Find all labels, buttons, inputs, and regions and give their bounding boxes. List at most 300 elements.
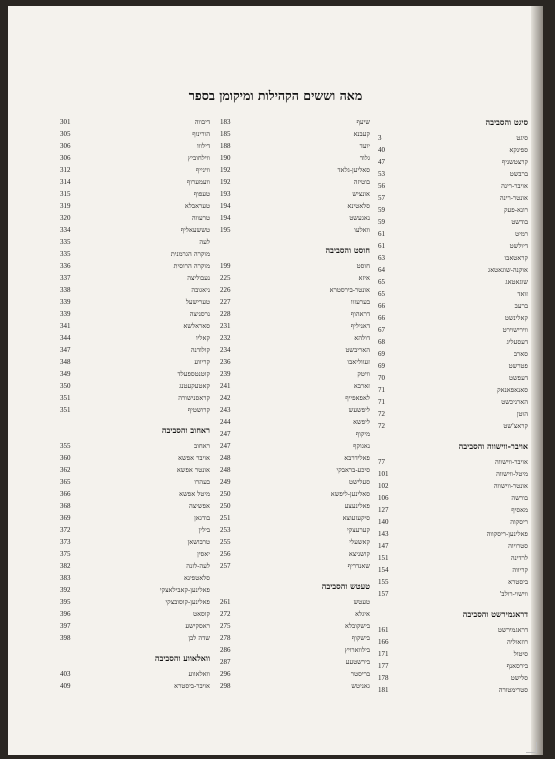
index-entry bbox=[60, 212, 210, 224]
page-number: 249 bbox=[220, 478, 231, 486]
community-name: סיקעזעוצא bbox=[342, 514, 370, 522]
section-title: טעטש והסביבה bbox=[321, 581, 370, 591]
community-name: ליפשא bbox=[353, 418, 370, 426]
page-number: 155 bbox=[378, 578, 389, 586]
page-number: 375 bbox=[60, 550, 71, 558]
community-name: בירשטעע bbox=[345, 658, 370, 666]
page-number: 72 bbox=[378, 422, 385, 430]
community-name: שוגאטאג bbox=[505, 278, 528, 286]
page-number: 362 bbox=[60, 466, 71, 474]
index-entry bbox=[378, 276, 528, 288]
index-entry bbox=[220, 476, 370, 488]
index-entry bbox=[220, 308, 370, 320]
index-entry bbox=[220, 224, 370, 236]
index-entry bbox=[60, 176, 210, 188]
index-entry bbox=[378, 552, 528, 564]
community-name: ריסקוה bbox=[510, 518, 528, 526]
community-name: פאלינעצע bbox=[344, 502, 370, 510]
community-name: אפשיצה bbox=[188, 502, 210, 510]
page-number: 193 bbox=[220, 190, 231, 198]
community-name: סטרויוה bbox=[508, 542, 528, 550]
index-entry bbox=[220, 284, 370, 296]
index-entry bbox=[60, 332, 210, 344]
community-name: וויטק bbox=[357, 370, 370, 378]
index-entry bbox=[220, 416, 370, 428]
page-number: 194 bbox=[220, 202, 231, 210]
index-entry bbox=[60, 536, 210, 548]
community-name: סיכע-בראבקי bbox=[336, 466, 370, 474]
index-entry bbox=[378, 192, 528, 204]
page-number: 382 bbox=[60, 562, 71, 570]
page-number: 334 bbox=[60, 226, 71, 234]
community-name: קעבנא bbox=[353, 130, 370, 138]
community-name: מיטל אפשא bbox=[179, 490, 210, 498]
community-name: וואלאווע bbox=[188, 670, 210, 678]
community-name: פאלינען-ריסקווה bbox=[486, 530, 528, 538]
community-name: חוסט bbox=[356, 262, 370, 270]
index-entry bbox=[60, 356, 210, 368]
index-entry bbox=[378, 648, 528, 660]
page-number: 312 bbox=[60, 166, 71, 174]
index-entry bbox=[60, 596, 210, 608]
page-number: 250 bbox=[220, 490, 231, 498]
page-number: 306 bbox=[60, 142, 71, 150]
community-name: פאלידרבא bbox=[344, 454, 370, 462]
index-entry bbox=[378, 372, 528, 384]
index-entry bbox=[220, 512, 370, 524]
index-entry bbox=[60, 128, 210, 140]
page-number: 185 bbox=[220, 130, 231, 138]
community-name: קאשעלי bbox=[349, 538, 370, 546]
index-entry bbox=[60, 668, 210, 680]
index-section bbox=[60, 424, 210, 644]
community-name: אונציש bbox=[352, 190, 370, 198]
index-entry bbox=[378, 324, 528, 336]
index-entry bbox=[378, 312, 528, 324]
page-number: 151 bbox=[378, 554, 389, 562]
page-number: 320 bbox=[60, 214, 71, 222]
index-entry bbox=[60, 284, 210, 296]
index-entry bbox=[60, 524, 210, 536]
book-page bbox=[8, 6, 543, 755]
community-name: מאסיף bbox=[511, 506, 528, 514]
index-entry bbox=[220, 260, 370, 272]
community-name: טעראבלא bbox=[184, 202, 210, 210]
page-number: 275 bbox=[220, 622, 231, 630]
community-name: פאלינען-קאבילאצקי bbox=[159, 586, 210, 594]
page-number: 337 bbox=[60, 274, 71, 282]
index-entry bbox=[60, 260, 210, 272]
community-name: קראצ'שט bbox=[503, 422, 528, 430]
index-entry bbox=[378, 564, 528, 576]
community-name: ניאגובה bbox=[191, 286, 210, 294]
page-number: 59 bbox=[378, 206, 385, 214]
index-entry bbox=[60, 620, 210, 632]
index-entry bbox=[220, 500, 370, 512]
index-entry bbox=[60, 368, 210, 380]
index-entry bbox=[378, 588, 528, 600]
community-name: סלאטינא bbox=[347, 202, 370, 210]
index-entry bbox=[378, 288, 528, 300]
page-number: 244 bbox=[220, 418, 231, 426]
community-name: סאליען-גלאד bbox=[337, 166, 370, 174]
index-entry bbox=[60, 548, 210, 560]
index-section bbox=[220, 116, 370, 236]
section-title: אויבר-ווישווה והסביבה bbox=[458, 441, 528, 451]
page-number: 250 bbox=[220, 502, 231, 510]
index-entry bbox=[60, 404, 210, 416]
page-number: 225 bbox=[220, 274, 231, 282]
community-name: בורשה bbox=[511, 494, 528, 502]
community-name: יאסין bbox=[197, 550, 210, 558]
community-name: גאניטש bbox=[351, 682, 370, 690]
page-number: 350 bbox=[60, 382, 71, 390]
index-entry bbox=[220, 320, 370, 332]
community-name: מוקרה הגרמנית bbox=[170, 250, 210, 258]
page-number: 347 bbox=[60, 346, 71, 354]
index-entry bbox=[378, 456, 528, 468]
index-entry bbox=[220, 164, 370, 176]
community-name: איגלא bbox=[355, 610, 370, 618]
community-name: סעלישט bbox=[349, 478, 370, 486]
page-number: 56 bbox=[378, 182, 385, 190]
community-name: נעבוליצה bbox=[187, 274, 210, 282]
page-number: 298 bbox=[220, 682, 231, 690]
page-number: 383 bbox=[60, 574, 71, 582]
index-entry bbox=[220, 536, 370, 548]
community-name: מוקרה הרוסית bbox=[173, 262, 210, 270]
index-entry bbox=[60, 560, 210, 572]
page-number: 67 bbox=[378, 326, 385, 334]
page-number: 369 bbox=[60, 514, 71, 522]
index-entry bbox=[60, 392, 210, 404]
page-number: 395 bbox=[60, 598, 71, 606]
community-name: סארב bbox=[513, 350, 528, 358]
community-name: בעהרו bbox=[194, 478, 210, 486]
section-title: דראגמירשט והסביבה bbox=[462, 609, 528, 619]
page-number: 301 bbox=[60, 118, 71, 126]
index-entry bbox=[378, 264, 528, 276]
community-name: טעפוף bbox=[193, 190, 210, 198]
community-name: רמיט bbox=[515, 230, 528, 238]
community-name: אוקנה-שוגאטאג bbox=[488, 266, 528, 274]
index-entry bbox=[220, 116, 370, 128]
community-name: בישקוף bbox=[351, 634, 370, 642]
community-name: אונטר-ווישווה bbox=[493, 482, 528, 490]
community-name: לעה bbox=[199, 238, 210, 246]
community-name: שאנדריף bbox=[347, 562, 370, 570]
index-section bbox=[378, 440, 528, 600]
community-name: הארניכשט bbox=[501, 398, 528, 406]
page-number: 339 bbox=[60, 298, 71, 306]
community-name: גלוד bbox=[359, 154, 370, 162]
page-number: 143 bbox=[378, 530, 389, 538]
page-number: 101 bbox=[378, 470, 389, 478]
index-entry bbox=[220, 344, 370, 356]
page-number: 403 bbox=[60, 670, 71, 678]
page-number: 366 bbox=[60, 490, 71, 498]
community-name: אויבר-ביסטרא bbox=[174, 682, 210, 690]
page-gutter-shadow bbox=[531, 6, 543, 755]
index-entry bbox=[378, 660, 528, 672]
page-number: 314 bbox=[60, 178, 71, 186]
index-entry bbox=[60, 452, 210, 464]
community-name: ברבשט bbox=[509, 170, 528, 178]
community-name: הוטן bbox=[516, 410, 528, 418]
page-number: 177 bbox=[378, 662, 389, 670]
page-number: 66 bbox=[378, 302, 385, 310]
index-entry bbox=[378, 672, 528, 684]
page-number: 61 bbox=[378, 230, 385, 238]
index-entry bbox=[220, 176, 370, 188]
index-entry bbox=[378, 576, 528, 588]
community-name: ווילחוביץ bbox=[187, 154, 210, 162]
index-entry bbox=[60, 296, 210, 308]
page-number: 286 bbox=[220, 646, 231, 654]
section-title: סיגט והסביבה bbox=[485, 117, 528, 127]
page-number: 71 bbox=[378, 386, 385, 394]
index-entry bbox=[378, 492, 528, 504]
page-number: 338 bbox=[60, 286, 71, 294]
community-name: קאלינשט bbox=[504, 314, 528, 322]
community-name: דראהוף bbox=[350, 310, 370, 318]
community-name: קריווע bbox=[194, 358, 210, 366]
community-name: טרבושאן bbox=[187, 538, 210, 546]
index-entry bbox=[378, 168, 528, 180]
page-number: 66 bbox=[378, 314, 385, 322]
index-entry bbox=[378, 360, 528, 372]
page-number: 183 bbox=[220, 118, 231, 126]
index-entry bbox=[60, 440, 210, 452]
community-name: קולודנה bbox=[190, 346, 210, 354]
index-entry bbox=[60, 680, 210, 692]
community-name: לרדינה bbox=[510, 554, 528, 562]
index-entry bbox=[60, 500, 210, 512]
index-entry bbox=[378, 228, 528, 240]
community-name: טערישעל bbox=[185, 298, 210, 306]
page-number: 392 bbox=[60, 586, 71, 594]
index-entry bbox=[60, 164, 210, 176]
index-entry bbox=[220, 608, 370, 620]
community-name: שיעף bbox=[356, 118, 370, 126]
community-name: זואד bbox=[517, 290, 528, 298]
community-name: אונטר אפשא bbox=[176, 466, 210, 474]
community-name: קוסאט bbox=[193, 610, 210, 618]
community-name: טרעווה bbox=[191, 214, 210, 222]
index-entry bbox=[220, 152, 370, 164]
community-name: בערעזוו bbox=[350, 298, 370, 306]
community-name: סאראלשא bbox=[183, 322, 210, 330]
index-section bbox=[60, 116, 210, 416]
page-number: 339 bbox=[60, 310, 71, 318]
index-entry bbox=[220, 356, 370, 368]
index-entry bbox=[60, 632, 210, 644]
page-number: 140 bbox=[378, 518, 389, 526]
community-name: אויבר אפשא bbox=[178, 454, 210, 462]
page-number: 409 bbox=[60, 682, 71, 690]
community-name: וועמערוף bbox=[186, 178, 210, 186]
community-name: ראסקישע bbox=[185, 622, 210, 630]
community-name: זארבא bbox=[353, 382, 370, 390]
index-entry bbox=[220, 212, 370, 224]
page-number: 195 bbox=[220, 226, 231, 234]
page-number: 397 bbox=[60, 622, 71, 630]
page-number: 69 bbox=[378, 350, 385, 358]
index-entry bbox=[378, 408, 528, 420]
community-name: קערעצקי bbox=[347, 526, 370, 534]
page-number: 248 bbox=[220, 466, 231, 474]
page-number: 335 bbox=[60, 250, 71, 258]
page-number: 231 bbox=[220, 322, 231, 330]
page-number: 315 bbox=[60, 190, 71, 198]
page-number: 248 bbox=[220, 454, 231, 462]
page-number: 181 bbox=[378, 686, 389, 694]
index-entry bbox=[60, 224, 210, 236]
page-number: 373 bbox=[60, 538, 71, 546]
index-entry bbox=[378, 300, 528, 312]
community-name: סיגט bbox=[516, 134, 528, 142]
page-number: 65 bbox=[378, 290, 385, 298]
section-title: ראחוב והסביבה bbox=[161, 425, 210, 435]
index-entry bbox=[220, 392, 370, 404]
community-name: מיקוף bbox=[355, 430, 370, 438]
index-entry bbox=[220, 680, 370, 692]
index-entry bbox=[220, 368, 370, 380]
page-number: 77 bbox=[378, 458, 385, 466]
community-name: בוטיזה bbox=[353, 178, 370, 186]
index-entry bbox=[378, 144, 528, 156]
page-number: 247 bbox=[220, 442, 231, 450]
page-number: 287 bbox=[220, 658, 231, 666]
community-name: נאגוקף bbox=[353, 442, 370, 450]
index-entry bbox=[60, 476, 210, 488]
community-name: דולהא bbox=[354, 334, 370, 342]
community-name: קרושטיף bbox=[187, 406, 210, 414]
page-number: 255 bbox=[220, 538, 231, 546]
community-name: סלישט bbox=[510, 674, 528, 682]
index-section bbox=[220, 580, 370, 692]
index-entry bbox=[220, 128, 370, 140]
index-entry bbox=[60, 512, 210, 524]
community-name: נאגעשט bbox=[349, 214, 370, 222]
page-number: 161 bbox=[378, 626, 389, 634]
index-entry bbox=[60, 248, 210, 260]
index-entry bbox=[220, 488, 370, 500]
community-name: ליפשעש bbox=[348, 406, 370, 414]
community-name: פטרשט bbox=[508, 362, 528, 370]
index-entry bbox=[60, 572, 210, 584]
page-number: 256 bbox=[220, 550, 231, 558]
index-entry bbox=[220, 644, 370, 656]
index-entry bbox=[220, 404, 370, 416]
index-section bbox=[60, 652, 210, 692]
community-name: בירסאנף bbox=[506, 662, 528, 670]
community-name: סאלינען-ליפשא bbox=[330, 490, 370, 498]
index-entry bbox=[220, 620, 370, 632]
community-name: ספינקא bbox=[509, 146, 528, 154]
community-name: קוטנטספעלד bbox=[177, 370, 210, 378]
page-number: 57 bbox=[378, 194, 385, 202]
page-number: 72 bbox=[378, 410, 385, 418]
page-number: 239 bbox=[220, 370, 231, 378]
community-name: קאליו bbox=[196, 334, 210, 342]
page-number: 341 bbox=[60, 322, 71, 330]
page-number: 106 bbox=[378, 494, 389, 502]
page-number: 228 bbox=[220, 310, 231, 318]
index-entry bbox=[378, 684, 528, 696]
community-name: ברעב bbox=[514, 302, 528, 310]
page-number: 3 bbox=[378, 134, 382, 142]
index-entry bbox=[378, 516, 528, 528]
index-entry bbox=[378, 204, 528, 216]
community-name: יועד bbox=[359, 142, 370, 150]
community-name: רוזאוליה bbox=[506, 638, 528, 646]
page-number: 194 bbox=[220, 214, 231, 222]
index-entry bbox=[220, 464, 370, 476]
community-name: דאניליף bbox=[350, 322, 370, 330]
page-number: 234 bbox=[220, 346, 231, 354]
index-entry bbox=[378, 348, 528, 360]
page-number: 251 bbox=[220, 514, 231, 522]
page-number: 64 bbox=[378, 266, 385, 274]
community-name: ביסטרא bbox=[508, 578, 528, 586]
page-number: 306 bbox=[60, 154, 71, 162]
community-name: האריבשט bbox=[345, 346, 370, 354]
index-entry bbox=[60, 488, 210, 500]
page-number: 335 bbox=[60, 238, 71, 246]
page-number: 305 bbox=[60, 130, 71, 138]
page-number: 261 bbox=[220, 598, 231, 606]
page-number: 257 bbox=[220, 562, 231, 570]
page-number: 344 bbox=[60, 334, 71, 342]
index-entry bbox=[378, 624, 528, 636]
index-entry bbox=[220, 668, 370, 680]
index-entry bbox=[60, 308, 210, 320]
community-name: מיטל-ווישווה bbox=[496, 470, 528, 478]
index-entry bbox=[220, 596, 370, 608]
page-corner-mark bbox=[526, 742, 537, 753]
community-name: פאלינען-קוסובצקי bbox=[165, 598, 210, 606]
index-entry bbox=[378, 540, 528, 552]
page-number: 102 bbox=[378, 482, 389, 490]
index-entry bbox=[60, 200, 210, 212]
page-number: 351 bbox=[60, 406, 71, 414]
community-name: בילין bbox=[198, 526, 210, 534]
page-number: 192 bbox=[220, 166, 231, 174]
index-entry bbox=[378, 396, 528, 408]
community-name: נרסניצה bbox=[189, 310, 210, 318]
page-title: מאה וששים הקהילות ומיקומן בספר bbox=[188, 88, 363, 103]
page-number: 199 bbox=[220, 262, 231, 270]
community-name: בודגאן bbox=[194, 514, 210, 522]
page-number: 360 bbox=[60, 454, 71, 462]
community-name: הורינוף bbox=[192, 130, 210, 138]
community-name: קאטעקעטנג bbox=[179, 382, 210, 390]
page-number: 226 bbox=[220, 286, 231, 294]
page-number: 70 bbox=[378, 374, 385, 382]
index-entry bbox=[220, 428, 370, 440]
index-entry bbox=[220, 656, 370, 668]
page-number: 53 bbox=[378, 170, 385, 178]
index-section bbox=[378, 116, 528, 432]
page-number: 65 bbox=[378, 278, 385, 286]
community-name: דעפשט bbox=[508, 374, 528, 382]
community-name: בריסטר bbox=[350, 670, 370, 678]
index-section bbox=[378, 608, 528, 696]
index-entry bbox=[60, 116, 210, 128]
community-name: טששעאליף bbox=[180, 226, 210, 234]
page-number: 242 bbox=[220, 394, 231, 402]
